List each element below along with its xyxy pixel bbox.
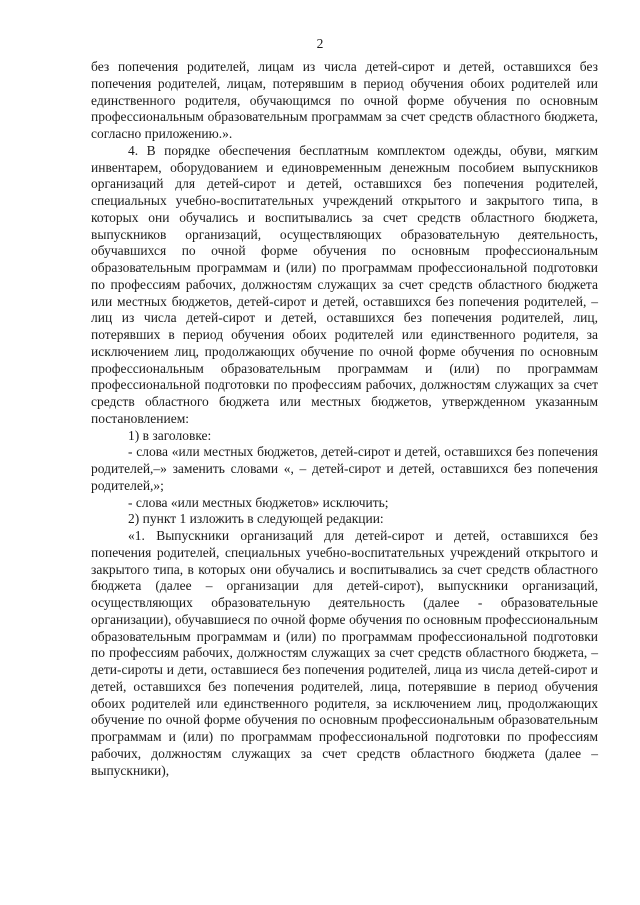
paragraph-subitem-2: 2) пункт 1 изложить в следующей редакции: xyxy=(128,511,384,527)
document-body xyxy=(91,59,598,779)
paragraph-exclude-words: - слова «или местных бюджетов» исключить; xyxy=(128,494,389,510)
paragraph-replace-words: - слова «или местных бюджетов, детей-сирот и детей, оставшихся без попечения родителей,–» заменить словами «, – детей-сирот и детей, оставшихся без попечения родителей,»; xyxy=(91,444,598,493)
page-number: 2 xyxy=(316,36,324,51)
paragraph-subitem-1: 1) в заголовке: xyxy=(128,427,212,443)
paragraph-item-4: 4. В порядке обеспечения бесплатным комплектом одежды, обуви, мягким инвентарем, оборудованием и единовременным денежным пособием выпускников организаций для детей-сирот и детей, оставшихся без попечения родителей, специальных учебно-воспитательных учреждений открытого и закрытого типа, в которых они обучались и воспитывались за счет средств областного бюджета, выпускников организаций, осуществляющих образовательную деятельность, обучавшихся по очной форме обучения по основным профессиональным образовательным программам и (или) по программам профессиональной подготовки по профессиям рабочих, должностям служащих за счет средств областного бюджета или местных бюджетов, детей-сирот и детей, оставшихся без попечения родителей, – лиц из числа детей-сирот и детей, оставшихся без попечения родителей, лиц, потерявших в период обучения обоих родителей или единственного родителя, за исключением лиц, продолжающих обучение по очной форме обучения по основным профессиональным образовательным программам и (или) по программам профессиональной подготовки по профессиям рабочих, должностям служащих за счет средств областного бюджета или местных бюджетов, утвержденном указанным постановлением: xyxy=(91,142,598,426)
paragraph-new-clause-1: «1. Выпускники организаций для детей-сирот и детей, оставшихся без попечения родителей, специальных учебно-воспитательных учреждений открытого и закрытого типа, в которых они обучались и воспитывались за счет средств областного бюджета (далее – организации для детей-сирот), выпускники организаций, осуществляющих образовательную деятельность (далее - образовательные организации), обучавшиеся по очной форме обучения по основным профессиональным образовательным программам и (или) по программам профессиональной подготовки по профессиям рабочих, должностям служащих за счет средств областного бюджета, – дети-сироты и дети, оставшиеся без попечения родителей, лица из числа детей-сирот и детей, оставшихся без попечения родителей, лица, потерявшие в период обучения обоих родителей или единственного родителя, за исключением лиц, продолжающих обучение по очной форме обучения по основным профессиональным образовательным программам и (или) по программам профессиональной подготовки по профессиям рабочих, должностям служащих за счет средств областного бюджета (далее – выпускники), xyxy=(91,528,598,778)
paragraph-continuation: без попечения родителей, лицам из числа детей-сирот и детей, оставшихся без попечения родителей, лицам, потерявшим в период обучения обоих родителей или единственного родителя, обучающимся по очной форме обучения по основным профессиональным образовательным программам за счет средств областного бюджета, согласно приложению.». xyxy=(91,59,598,141)
